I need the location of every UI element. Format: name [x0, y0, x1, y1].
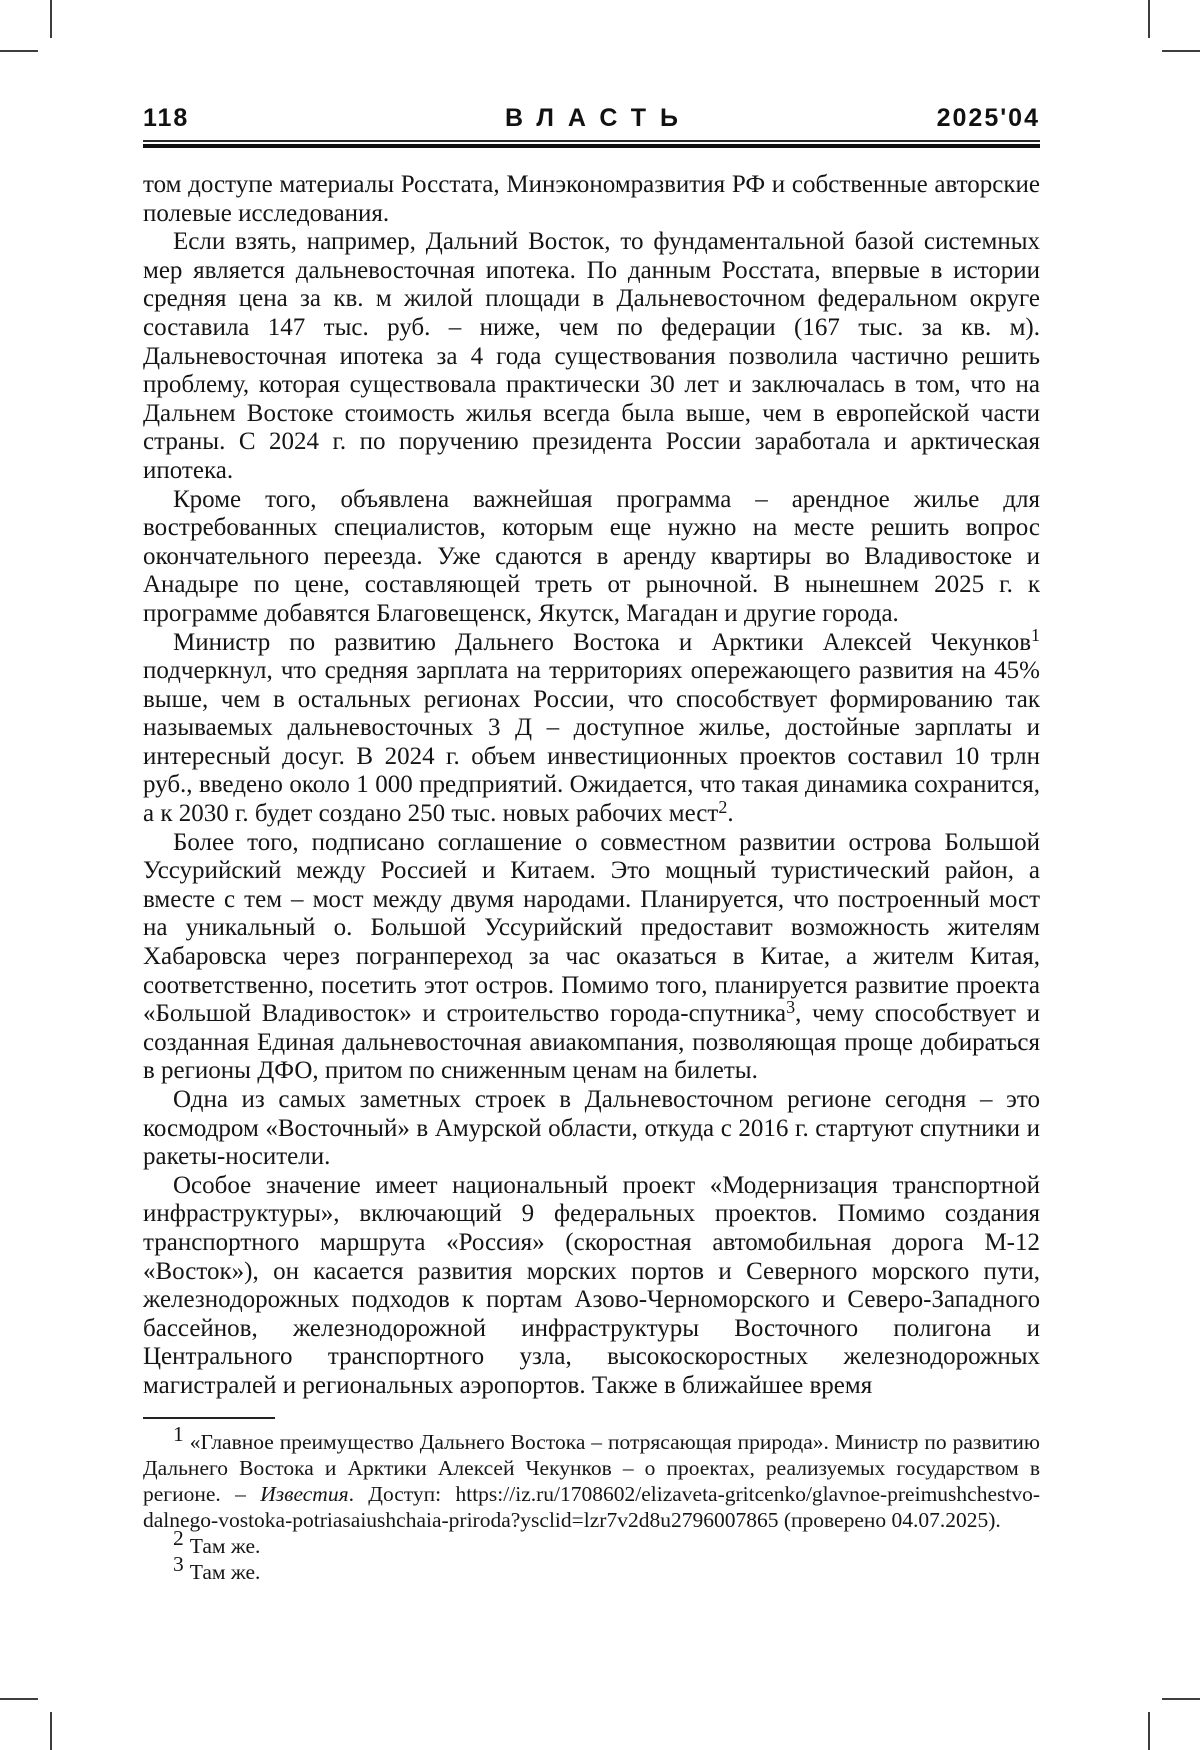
page-header	[143, 104, 1040, 133]
crop-mark-bottom-right-vertical	[1148, 1712, 1150, 1750]
body-paragraph: Если взять, например, Дальний Восток, то фундаментальной базой системных мер является дальневосточная ипотека. По данным Росстата, впервые в истории средняя цена за кв. м жилой площади в Дальневосточном федеральном округе составила 147 тыс. руб. – ниже, чем по федерации (167 тыс. за кв. м). Дальневосточная ипотека за 4 года существования позволила частично решить проблему, которая существовала практически 30 лет и заключалась в том, что на Дальнем Востоке стоимость жилья всегда была выше, чем в европейской части страны. С 2024 г. по поручению президента России заработала и арктическая ипотека.	[143, 228, 1040, 484]
article-body	[143, 171, 1040, 1585]
body-paragraph: Особое значение имеет национальный проект «Модернизация транспортной инфраструктуры», включающий 9 федеральных проектов. Помимо создания транспортного маршрута «Россия» (скоростная автомобильная дорога М-12 «Восток»), он касается развития морских портов и Северного морского пути, железнодорожных подходов к портам Азово-Черноморского и Северо-Западного бассейнов, железнодорожной инфраструктуры Восточного полигона и Центрального транспортного узла, высокоскоростных железнодорожных магистралей и региональных аэропортов. Также в ближайшее время	[143, 1171, 1040, 1399]
footnotes	[143, 1417, 1040, 1585]
body-paragraph: Кроме того, объявлена важнейшая программа – арендное жилье для востребованных специалистов, которым еще нужно на месте решить вопрос окончательного переезда. Уже сдаются в аренду квартиры во Владивостоке и Анадыре по цене, составляющей треть от рыночной. В нынешнем 2025 г. к программе добавятся Благовещенск, Якутск, Магадан и другие города.	[143, 485, 1040, 627]
footnote-reference-superscript: 1	[1031, 625, 1040, 646]
footnote: $^3$ Там же.	[173, 1552, 261, 1584]
header-rule-thin	[143, 140, 1040, 142]
footnote-marker: 3	[173, 1552, 184, 1577]
body-paragraphs	[143, 171, 1040, 1401]
crop-mark-bottom-left-horizontal	[0, 1698, 38, 1700]
footnote-reference-superscript: 3	[786, 997, 796, 1018]
crop-mark-top-left-vertical	[50, 0, 52, 38]
crop-mark-top-right-vertical	[1148, 0, 1150, 38]
footnote: $^2$ Там же.	[173, 1526, 261, 1558]
header-rule-thick	[143, 144, 1040, 148]
italic-text: Известия	[260, 1481, 349, 1506]
crop-mark-bottom-right-horizontal	[1162, 1698, 1200, 1700]
footnote: $^1$ «Главное преимущество Дальнего Востока – потрясающая природа». Министр по развитию Дальнего Востока и Арктики Алексей Чекунков – о проектах, реализуемых государством в регионе. – Известия. Доступ: https://iz.ru/1708602/elizaveta-gritcenko/glavnoe-preimushchestvo-dalnego-vostoka-potriasaiushchaia-priroda?ysclid=lzr7v2d8u2796007865 (проверено 04.07.2025).	[143, 1422, 1040, 1532]
body-paragraph: Министр по развитию Дальнего Востока и Арктики Алексей Чекунков$^1$ подчеркнул, что средняя зарплата на территориях опережающего развития на 45% выше, чем в остальных регионах России, что способствует формированию так называемых дальневосточных 3 Д – доступное жилье, достойные зарплаты и интересный досуг. В 2024 г. объем инвестиционных проектов составил 10 трлн руб., введено около 1 000 предприятий. Ожидается, что такая динамика сохранится, а к 2030 г. будет создано 250 тыс. новых рабочих мест$^2$.	[143, 625, 1040, 828]
crop-mark-top-left-horizontal	[0, 50, 38, 52]
crop-mark-bottom-left-vertical	[50, 1712, 52, 1750]
footnote-marker: 1	[173, 1422, 184, 1447]
body-paragraph: Одна из самых заметных строек в Дальневосточном регионе сегодня – это космодром «Восточный» в Амурской области, откуда с 2016 г. стартуют спутники и ракеты-носители.	[143, 1086, 1040, 1171]
body-paragraph: том доступе материалы Росстата, Минэкономразвития РФ и собственные авторские полевые исследования.	[143, 171, 1040, 227]
issue-number: 2025'04	[936, 104, 1040, 132]
page-number: 118	[143, 104, 190, 132]
body-paragraph: Более того, подписано соглашение о совместном развитии острова Большой Уссурийский между Россией и Китаем. Это мощный туристический район, а вместе с тем – мост между двумя народами. Планируется, что построенный мост на уникальный о. Большой Уссурийский предоставит возможность жителям Хабаровска через погранпереход за час оказаться в Китае, а жителм Китая, соответственно, посетить этот остров. Помимо того, планируется развитие проекта «Большой Владивосток» и строительство города-спутника$^3$, чему способствует и созданная Единая дальневосточная авиакомпания, позволяющая проще добираться в регионы ДФО, притом по сниженным ценам на билеты.	[143, 828, 1040, 1085]
journal-title: ВЛАСТЬ	[504, 104, 693, 132]
footnote-list	[143, 1422, 1040, 1585]
footnote-marker: 2	[173, 1526, 184, 1551]
footnote-reference-superscript: 2	[718, 796, 728, 817]
crop-mark-top-right-horizontal	[1162, 50, 1200, 52]
footnote-rule	[143, 1417, 275, 1419]
